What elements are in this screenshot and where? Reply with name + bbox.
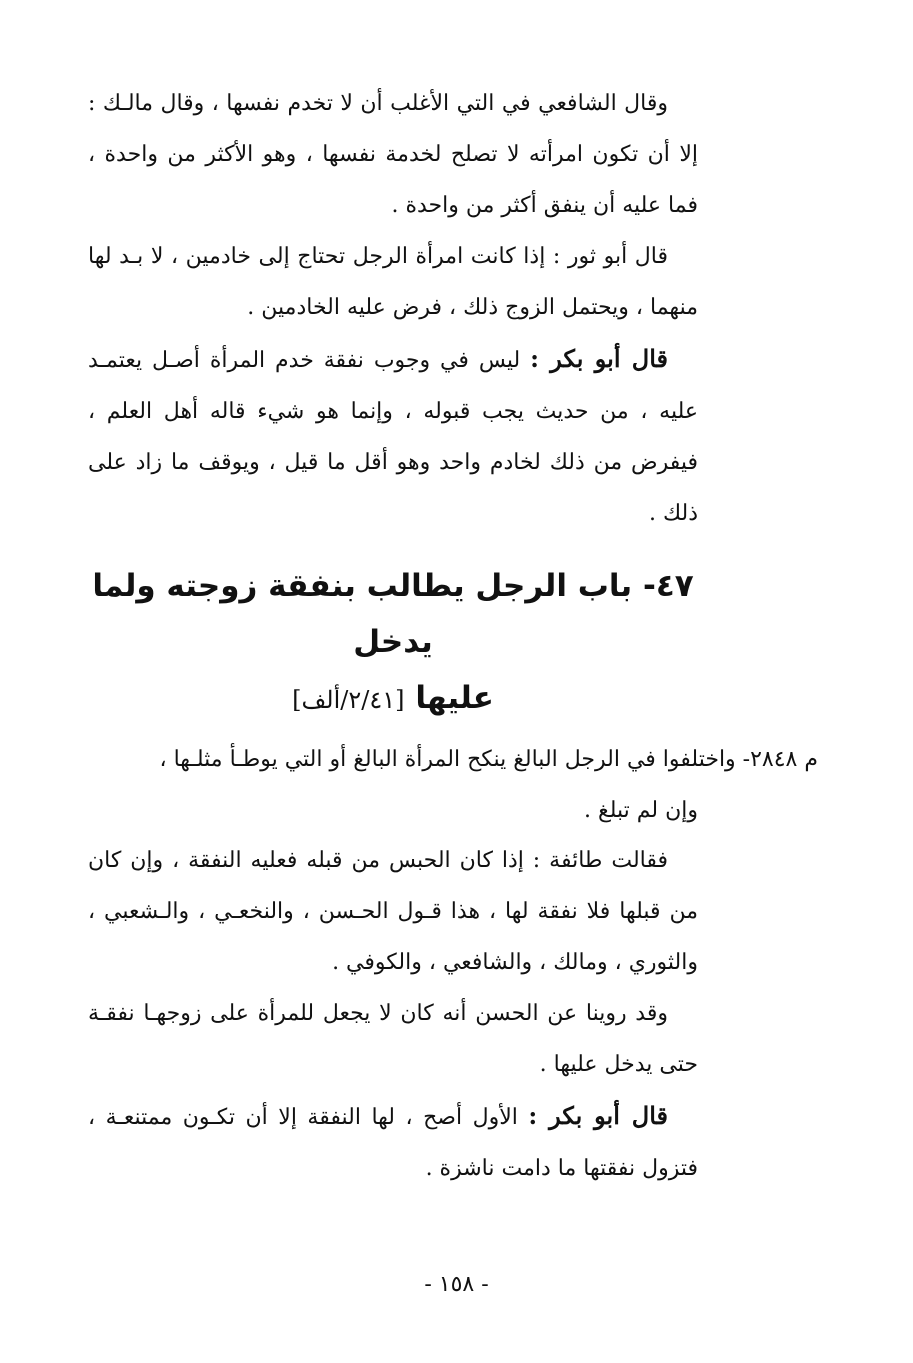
paragraph-abu-bakr-1 [88, 333, 698, 539]
numbered-entry [88, 734, 818, 836]
chapter-title-word: عليها [415, 680, 494, 716]
entry-first-line [88, 734, 818, 785]
entry-number: م ٢٨٤٨- [742, 747, 818, 772]
manuscript-reference: [٢/٤١/ألف] [292, 686, 405, 714]
paragraph-hasan: وقد روينا عن الحسن أنه كان لا يجعل للمرأة على زوجهـا نفقـة حتى يدخل عليها . [88, 1001, 698, 1077]
speaker-label: قال أبو بكر : [528, 1101, 669, 1130]
paragraph-taifa: فقالت طائفة : إذا كان الحبس من قبله فعليه النفقة ، وإن كان من قبلها فلا نفقة لها ، هذا قـول الحـسن ، والنخعـي ، والـشعبي ، والثوري ، ومالك ، والشافعي ، والكوفي . [88, 848, 698, 975]
entry-continuation: وإن لم تبلغ . [584, 798, 698, 823]
paragraph-abu-thawr: قال أبو ثور : إذا كانت امرأة الرجل تحتاج إلى خادمين ، لا بـد لها منهما ، ويحتمل الزوج ذلك ، فرض عليه الخادمين . [88, 244, 698, 320]
text-section-top [88, 78, 698, 539]
chapter-title-line-2 [88, 670, 698, 728]
text-section-bottom [88, 835, 698, 1194]
page-number: - ١٥٨ - [424, 1272, 489, 1297]
chapter-title-line-1: ٤٧- باب الرجل يطالب بنفقة زوجته ولما يدخل [92, 568, 694, 660]
speaker-label: قال أبو بكر : [530, 344, 668, 373]
entry-text: واختلفوا في الرجل البالغ ينكح المرأة البالغ أو التي يوطـأ مثلـها ، [159, 747, 743, 772]
paragraph-shafii: وقال الشافعي في التي الأغلب أن لا تخدم نفسها ، وقال مالـك : إلا أن تكون امرأته لا تصلح لخدمة نفسها ، وهو الأكثر من واحدة ، فما عليه أن ينفق أكثر من واحدة . [88, 91, 698, 218]
chapter-heading [88, 558, 698, 728]
paragraph-text: ليس في وجوب نفقة خدم المرأة أصـل يعتمـد عليه ، من حديث يجب قبوله ، وإنما هو شيء قاله أهل العلم ، فيفرض من ذلك لخادم واحد وهو أقل ما قيل ، ويوقف ما زاد على ذلك . [88, 348, 698, 526]
paragraph-abu-bakr-2 [88, 1090, 698, 1194]
paragraph-text: الأول أصح ، لها النفقة إلا أن تكـون ممتنعـة ، فتزول نفقتها ما دامت ناشزة . [88, 1105, 698, 1181]
